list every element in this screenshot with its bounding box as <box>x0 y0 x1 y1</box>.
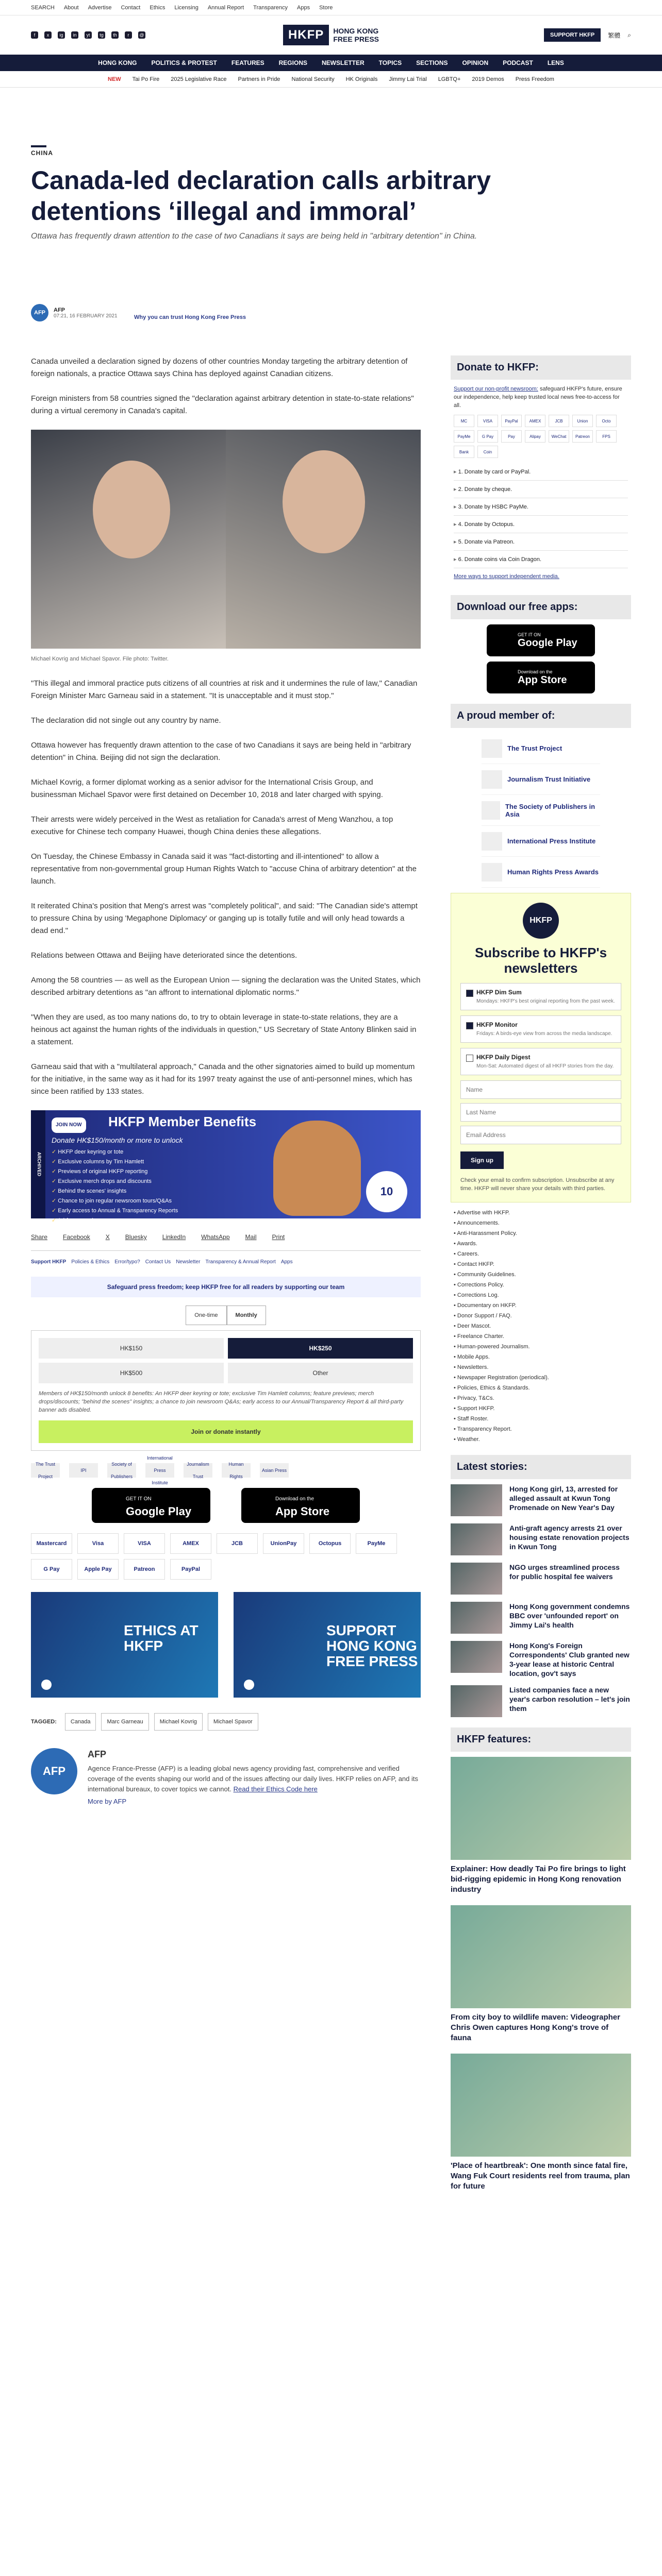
paragraph: The declaration did not single out any country by name. <box>31 716 221 725</box>
site-link[interactable]: • Privacy, T&Cs. <box>454 1393 628 1403</box>
header-actions <box>466 28 631 42</box>
latest-story[interactable] <box>451 1523 631 1555</box>
site-logo[interactable] <box>283 25 379 45</box>
share-label: Share <box>31 1233 48 1241</box>
payment-icon[interactable]: PayPal <box>501 415 522 427</box>
tag[interactable]: Canada <box>65 1713 96 1731</box>
org-logo-icon <box>482 770 502 789</box>
benefits-list <box>52 1147 178 1226</box>
paragraph: "When they are used, as too many nations do, to try to obtain leverage in state-to-state relations, they are a heinous act against the human rights of the individuals in question," US Secretary of State Antony Blinken said in a statement. <box>31 1013 417 1046</box>
logo-mark: HKFP <box>283 25 329 45</box>
partner-logo[interactable]: Human Rights <box>222 1463 251 1478</box>
safeguard-banner[interactable]: Safeguard press freedom; keep HKFP free for all readers by supporting our team <box>31 1277 421 1297</box>
partner-logo[interactable]: Asian Press <box>260 1463 289 1478</box>
feature-story[interactable] <box>451 1905 631 2043</box>
top-link-annual-report[interactable]: Annual Report <box>207 4 244 11</box>
top-link-advertise[interactable]: Advertise <box>88 4 112 11</box>
donation-option[interactable]: ▸ 1. Donate by card or PayPal. <box>454 463 628 481</box>
tag[interactable]: Michael Spavor <box>208 1713 258 1731</box>
story-title[interactable]: Anti-graft agency arrests 21 over housing estate renovation projects in Kwun Tong <box>509 1524 630 1551</box>
feature-story[interactable] <box>451 1757 631 1895</box>
as-top: Download on the <box>275 1496 315 1502</box>
logo-line-2: FREE PRESS <box>333 35 379 43</box>
tags-label: TAGGED: <box>31 1719 57 1725</box>
share-mail[interactable]: Mail <box>245 1233 257 1241</box>
payment-icon[interactable]: Apple Pay <box>77 1559 119 1580</box>
nl-option-name: HKFP Monitor <box>476 1021 518 1028</box>
payment-icon[interactable]: Octo <box>596 415 617 427</box>
partner-logo[interactable]: Society of Publishers <box>107 1463 136 1478</box>
trust-link[interactable]: Why you can trust Hong Kong Free Press <box>134 314 246 320</box>
payment-icon[interactable]: Patreon <box>124 1559 165 1580</box>
share-bar <box>31 1231 421 1251</box>
new-badge: NEW <box>108 76 121 82</box>
site-link[interactable]: • Contact HKFP. <box>454 1259 628 1269</box>
payment-icon[interactable]: MC <box>454 415 474 427</box>
deer-mascot-icon <box>273 1121 361 1216</box>
newsletter-option-digest[interactable] <box>460 1048 621 1075</box>
member-list <box>451 733 631 888</box>
member-org-name: International Press Institute <box>507 837 596 845</box>
article-footer-links <box>31 1256 421 1268</box>
sidebar-app-store[interactable] <box>487 662 595 693</box>
sidebar-google-play[interactable] <box>487 624 595 656</box>
share-bluesky[interactable]: Bluesky <box>125 1233 147 1241</box>
top-link-licensing[interactable]: Licensing <box>174 4 198 11</box>
donation-option[interactable]: ▸ 4. Donate by Octopus. <box>454 516 628 533</box>
gp-label: Google Play <box>518 637 577 649</box>
video-row <box>31 1592 421 1698</box>
payment-icon[interactable]: PayMe <box>356 1533 397 1554</box>
paragraph: Ottawa however has frequently drawn attention to the case of two Canadians it says are being held in "arbitrary detention" in China. Beijing did not sign the declaration. <box>31 741 411 762</box>
anniversary-badge: 10 <box>366 1171 407 1212</box>
footer-link[interactable]: Policies & Ethics <box>71 1259 110 1265</box>
trending-item[interactable]: 2019 Demos <box>472 76 504 82</box>
section-tag[interactable]: CHINA <box>31 149 53 157</box>
paragraph: Canada unveiled a declaration signed by dozens of other countries Monday targeting the arbitrary detention of foreign nationals, a practice Ottawa says China has deployed against Canadian citizens. <box>31 357 408 378</box>
trending-item[interactable]: 2025 Legislative Race <box>171 76 227 82</box>
telegram-icon[interactable]: tg <box>98 31 105 39</box>
instagram-icon[interactable]: ig <box>58 31 65 39</box>
feature-image[interactable] <box>451 1757 631 1860</box>
as-label: App Store <box>518 674 567 686</box>
donate-title: Donate to HKFP: <box>451 355 631 380</box>
features-title: HKFP features: <box>451 1727 631 1752</box>
paragraph: Garneau said that with a "multilateral approach," Canada and the other signatories aimed to build up momentum for the initiative, in the same way as it had for its 1997 treaty against the use of anti-personnel mines, which has since been ratified by 133 states. <box>31 1062 415 1096</box>
monthly-tab[interactable]: Monthly <box>227 1306 266 1325</box>
benefit-item: ✓ Exclusive columns by Tim Hamlett <box>52 1157 178 1167</box>
youtube-icon[interactable]: yt <box>85 31 92 39</box>
top-link-about[interactable]: About <box>63 4 79 11</box>
social-icons <box>31 31 196 39</box>
site-link[interactable]: • Human-powered Journalism. <box>454 1342 628 1352</box>
publish-date: 07:21, 16 FEBRUARY 2021 <box>54 313 118 319</box>
benefit-item: ✓ Ad-free experience <box>52 1216 178 1226</box>
payment-icon[interactable]: Patreon <box>572 430 593 443</box>
site-header <box>0 15 662 55</box>
paragraph: Michael Kovrig, a former diplomat working as a senior advisor for the International Crisis Group, and businessman Michael Spavor were first detained on December 10, 2018 and later charged with spying. <box>31 778 383 799</box>
partner-logo[interactable]: Journalism Trust <box>184 1463 212 1478</box>
gp-top: GET IT ON <box>518 632 541 637</box>
byline <box>31 304 246 321</box>
last-name-field[interactable] <box>460 1103 621 1122</box>
site-link[interactable]: • Weather. <box>454 1434 628 1445</box>
story-title[interactable]: Hong Kong's Foreign Correspondents' Club granted new 3-year lease at historic Central location, gov't says <box>509 1641 630 1677</box>
paragraph: Relations between Ottawa and Beijing have deteriorated since the detentions. <box>31 951 297 960</box>
sidebar <box>451 355 631 2202</box>
site-link[interactable]: • Documentary on HKFP. <box>454 1300 628 1311</box>
author-box <box>31 1748 421 1819</box>
nav-hong-kong[interactable]: HONG KONG <box>98 59 137 66</box>
payment-icon[interactable]: Mastercard <box>31 1533 72 1554</box>
latest-stories <box>451 1484 631 1717</box>
top-link-apps[interactable]: Apps <box>297 4 310 11</box>
sidebar-payment-icons <box>451 410 631 463</box>
payment-icon[interactable]: Pay <box>501 430 522 443</box>
payment-icon[interactable]: Octopus <box>309 1533 351 1554</box>
nav-lens[interactable]: LENS <box>547 59 564 66</box>
payment-icon[interactable]: UnionPay <box>263 1533 304 1554</box>
one-time-tab[interactable]: One-time <box>186 1306 226 1325</box>
story-title[interactable]: NGO urges streamlined process for public hospital fee waivers <box>509 1563 620 1581</box>
payment-icon[interactable]: Coin <box>477 446 498 458</box>
donation-option[interactable]: ▸ 3. Donate by HSBC PayMe. <box>454 498 628 516</box>
logo-wordmark <box>333 27 379 43</box>
paragraph: Their arrests were widely perceived in the West as retaliation for Canada's arrest of Meng Wanzhou, a top executive for Chinese tech company Huawei, though China denies these allegations. <box>31 815 393 836</box>
latest-story[interactable] <box>451 1563 631 1595</box>
donate-text: safeguard HKFP's future, ensure our independence, help keep trusted local news free-to-access for all. <box>454 386 622 409</box>
member-org[interactable] <box>482 795 600 826</box>
amount-option-selected[interactable]: HK$250 <box>228 1338 413 1359</box>
story-title[interactable]: Listed companies face a new year's carbon resolution – let's join them <box>509 1686 630 1713</box>
newsletter-option-dim-sum[interactable] <box>460 983 621 1010</box>
share-whatsapp[interactable]: WhatsApp <box>201 1233 230 1241</box>
donation-option[interactable]: ▸ 6. Donate coins via Coin Dragon. <box>454 551 628 568</box>
trending-item[interactable]: LGBTQ+ <box>438 76 461 82</box>
nav-politics[interactable]: POLITICS & PROTEST <box>151 59 217 66</box>
member-org[interactable] <box>482 826 600 857</box>
latest-story[interactable] <box>451 1641 631 1678</box>
nav-regions[interactable]: REGIONS <box>278 59 307 66</box>
search-icon[interactable]: ⌕ <box>627 31 631 39</box>
latest-story[interactable] <box>451 1484 631 1516</box>
site-link[interactable]: • Corrections Policy. <box>454 1280 628 1290</box>
org-logo-icon <box>482 832 502 851</box>
payment-icon[interactable]: Union <box>572 415 593 427</box>
nl-option-name: HKFP Dim Sum <box>476 989 522 996</box>
author-box-name[interactable]: AFP <box>88 1749 106 1759</box>
author-box-avatar[interactable]: AFP <box>31 1748 77 1794</box>
footer-link[interactable]: Apps <box>280 1259 293 1265</box>
signup-button[interactable]: Sign up <box>460 1151 504 1169</box>
nav-features[interactable]: FEATURES <box>231 59 264 66</box>
main-nav <box>0 55 662 71</box>
story-thumbnail[interactable] <box>451 1602 502 1634</box>
newsletter-option-monitor[interactable] <box>460 1015 621 1043</box>
gp-label: Google Play <box>126 1505 192 1518</box>
feature-story[interactable] <box>451 2054 631 2192</box>
latest-title: Latest stories: <box>451 1455 631 1479</box>
gp-top: GET IT ON <box>126 1496 152 1502</box>
frequency-toggle <box>31 1306 421 1325</box>
member-org[interactable] <box>482 857 600 888</box>
article-headline: Canada-led declaration calls arbitrary detentions ‘illegal and immoral’ <box>31 166 491 226</box>
trending-item[interactable]: Jimmy Lai Trial <box>389 76 427 82</box>
feature-image[interactable] <box>451 2054 631 2157</box>
partner-logo[interactable]: IPI <box>69 1463 98 1478</box>
apps-title: Download our free apps: <box>451 595 631 619</box>
payment-icon[interactable]: JCB <box>549 415 569 427</box>
share-print[interactable]: Print <box>272 1233 285 1241</box>
author-bio-2: HKFP relies on AFP, and its international bureaux, to cover topics we cannot. <box>88 1775 418 1793</box>
footer-link[interactable]: Newsletter <box>176 1259 201 1265</box>
more-ways-link[interactable]: More ways to support independent media. <box>454 573 559 580</box>
language-toggle[interactable]: 繁體 <box>608 31 621 39</box>
site-link[interactable]: • Newspaper Registration (periodical). <box>454 1372 628 1383</box>
feature-image[interactable] <box>451 1905 631 2008</box>
payment-icon[interactable]: PayPal <box>170 1559 211 1580</box>
nav-newsletter[interactable]: NEWSLETTER <box>321 59 365 66</box>
top-link-contact[interactable]: Contact <box>121 4 141 11</box>
newsletter-note: Check your email to confirm subscription. Unsubscribe at any time. HKFP will never share your details with third parties. <box>460 1177 615 1192</box>
membership-note: Members of HK$150/month unlock 8 benefits: An HKFP deer keyring or tote; exclusive Tim Hamlett columns; feature previews; merch drops/discounts; "behind the scenes" insights; a chance to join newsroom Q&As; early access to our Annual/Transparency Report & all third-party banner ads disabled. <box>39 1391 404 1413</box>
donate-link[interactable]: Support our non-profit newsroom: <box>454 386 538 392</box>
ethics-video[interactable] <box>31 1592 218 1698</box>
story-title[interactable]: Hong Kong girl, 13, arrested for alleged assault at Kwun Tong Promenade on New Year's Day <box>509 1485 618 1512</box>
banner-side-label: ARCHIVED <box>31 1110 45 1218</box>
nav-podcast[interactable]: PODCAST <box>503 59 533 66</box>
site-link[interactable]: • Announcements. <box>454 1218 628 1228</box>
payment-icon[interactable]: G Pay <box>31 1559 72 1580</box>
logo-line-1: HONG KONG <box>333 27 379 35</box>
site-link[interactable]: • Support HKFP. <box>454 1403 628 1414</box>
site-link[interactable]: • Newsletters. <box>454 1362 628 1372</box>
story-title[interactable]: Hong Kong government condemns BBC over 'unfounded report' on Jimmy Lai's health <box>509 1602 630 1629</box>
top-links <box>31 5 333 11</box>
payment-icon[interactable]: JCB <box>217 1533 258 1554</box>
support-button[interactable]: SUPPORT HKFP <box>544 28 601 42</box>
support-video[interactable] <box>234 1592 421 1698</box>
footer-link[interactable]: Support HKFP <box>31 1259 67 1265</box>
share-x[interactable]: X <box>105 1233 110 1241</box>
org-logo-icon <box>482 801 500 820</box>
site-links <box>451 1208 631 1445</box>
nl-option-desc: Mondays: HKFP's best original reporting from the past week. <box>476 998 615 1004</box>
video-title: ETHICS AT HKFP <box>124 1622 198 1654</box>
partner-logo[interactable]: International Press Institute <box>145 1463 174 1478</box>
photo-caption: Michael Kovrig and Michael Spavor. File photo: Twitter. <box>31 656 169 662</box>
rss-icon[interactable]: r <box>125 31 132 39</box>
benefit-item: ✓ Chance to join regular newsroom tours/Q&As <box>52 1196 178 1206</box>
latest-story[interactable] <box>451 1602 631 1634</box>
top-link-transparency[interactable]: Transparency <box>253 4 288 11</box>
site-link[interactable]: • Transparency Report. <box>454 1424 628 1434</box>
payment-icon[interactable]: PayMe <box>454 430 474 443</box>
amount-option[interactable]: HK$500 <box>39 1363 224 1383</box>
site-link[interactable]: • Staff Roster. <box>454 1414 628 1424</box>
top-link-ethics[interactable]: Ethics <box>150 4 166 11</box>
payment-icon[interactable]: Alipay <box>525 430 545 443</box>
benefit-item: ✓ HKFP deer keyring or tote <box>52 1147 178 1157</box>
site-link[interactable]: • Awards. <box>454 1239 628 1249</box>
facebook-icon[interactable]: f <box>31 31 38 39</box>
newsletter-box <box>451 893 631 1202</box>
payment-icon[interactable]: AMEX <box>525 415 545 427</box>
benefit-item: ✓ Previews of original HKFP reporting <box>52 1167 178 1177</box>
member-org[interactable] <box>482 764 600 795</box>
author-name[interactable]: AFP <box>54 307 65 313</box>
app-store-button[interactable] <box>241 1488 360 1523</box>
feature-stories <box>451 1757 631 2192</box>
story-thumbnail[interactable] <box>451 1641 502 1673</box>
donation-option[interactable]: ▸ 2. Donate by cheque. <box>454 481 628 498</box>
payment-icon[interactable]: WeChat <box>549 430 569 443</box>
member-title: A proud member of: <box>451 704 631 728</box>
site-link[interactable]: • Donor Support / FAQ. <box>454 1311 628 1321</box>
trending-item[interactable]: Press Freedom <box>515 76 554 82</box>
trending-item[interactable]: National Security <box>291 76 335 82</box>
threads-icon[interactable]: th <box>111 31 119 39</box>
feature-title[interactable]: Explainer: How deadly Tai Po fire brings to light bid-rigging epidemic in Hong Kong renovation industry <box>451 1865 626 1894</box>
video-title: SUPPORT HONG KONG FREE PRESS <box>326 1622 418 1669</box>
member-benefits-banner[interactable] <box>31 1110 421 1224</box>
partner-logo[interactable]: The Trust Project <box>31 1463 60 1478</box>
feature-title[interactable]: 'Place of heartbreak': One month since fatal fire, Wang Fuk Court residents reel from trauma, plan for future <box>451 2161 630 2191</box>
benefit-item: ✓ Behind the scenes' insights <box>52 1187 178 1196</box>
join-donate-button[interactable]: Join or donate instantly <box>39 1420 413 1443</box>
amount-option[interactable]: HK$150 <box>39 1338 224 1359</box>
name-field[interactable] <box>460 1080 621 1099</box>
member-org-name: Journalism Trust Initiative <box>507 775 591 783</box>
story-thumbnail[interactable] <box>451 1484 502 1516</box>
story-thumbnail[interactable] <box>451 1563 502 1595</box>
story-thumbnail[interactable] <box>451 1523 502 1555</box>
donation-options <box>451 463 631 568</box>
footer-link[interactable]: Contact Us <box>145 1259 171 1265</box>
benefit-item: ✓ Exclusive merch drops and discounts <box>52 1177 178 1187</box>
paragraph: Foreign ministers from 58 countries signed the "declaration against arbitrary detention in state-to-state relations" during a virtual ceremony in Canada's capital. <box>31 394 414 415</box>
tag[interactable]: Marc Garneau <box>101 1713 148 1731</box>
trending-item[interactable]: Tai Po Fire <box>132 76 160 82</box>
nav-topics[interactable]: TOPICS <box>378 59 402 66</box>
trending-item[interactable]: HK Originals <box>345 76 378 82</box>
payment-icon[interactable]: AMEX <box>170 1533 211 1554</box>
story-thumbnail[interactable] <box>451 1685 502 1717</box>
member-org-name: The Trust Project <box>507 744 562 752</box>
payment-methods <box>31 1533 421 1580</box>
site-link[interactable]: • Mobile Apps. <box>454 1352 628 1362</box>
member-org-name: Human Rights Press Awards <box>507 868 599 876</box>
as-label: App Store <box>275 1505 330 1518</box>
nl-option-name: HKFP Daily Digest <box>476 1054 531 1061</box>
site-link[interactable]: • Careers. <box>454 1249 628 1259</box>
site-link[interactable]: • Community Guidelines. <box>454 1269 628 1280</box>
tag[interactable]: Michael Kovrig <box>154 1713 203 1731</box>
site-link[interactable]: • Anti-Harassment Policy. <box>454 1228 628 1239</box>
article-standfirst: Ottawa has frequently drawn attention to the case of two Canadians it says are being held in "arbitrary detention" in China. <box>31 232 477 241</box>
banner-title: HKFP Member Benefits <box>108 1114 257 1129</box>
trending-nav <box>0 71 662 88</box>
search-link[interactable]: SEARCH <box>31 4 55 11</box>
banner-donate-text: Donate HK$150/month or more to unlock <box>52 1136 183 1144</box>
payment-icon[interactable]: VISA <box>477 415 498 427</box>
email-field[interactable] <box>460 1126 621 1144</box>
newsletter-title: Subscribe to HKFP's newsletters <box>474 945 607 976</box>
site-link[interactable]: • Corrections Log. <box>454 1290 628 1300</box>
payment-icon[interactable]: Visa <box>77 1533 119 1554</box>
nl-option-desc: Fridays: A birds-eye view from across the media landscape. <box>476 1031 613 1037</box>
as-top: Download on the <box>518 669 553 674</box>
payment-icon[interactable]: G Pay <box>477 430 498 443</box>
email-icon[interactable]: @ <box>138 31 145 39</box>
author-avatar[interactable]: AFP <box>31 304 48 321</box>
author-bio: Agence France-Presse (AFP) is a leading global news agency providing fast, comprehensive and verified coverage of the events shaping our world and of the issues affecting our daily lives. <box>88 1765 400 1783</box>
tag-list <box>31 1713 421 1731</box>
amount-option-other[interactable]: Other <box>228 1363 413 1383</box>
article-body <box>31 355 421 1819</box>
nav-opinion[interactable]: OPINION <box>462 59 489 66</box>
trending-item[interactable]: Partners in Pride <box>238 76 280 82</box>
play-icon[interactable] <box>41 1680 52 1690</box>
nl-option-desc: Mon-Sat: Automated digest of all HKFP stories from the day. <box>476 1063 614 1069</box>
app-store-row <box>31 1488 421 1523</box>
site-link[interactable]: • Policies, Ethics & Standards. <box>454 1383 628 1393</box>
feature-title[interactable]: From city boy to wildlife maven: Videographer Chris Owen captures Hong Kong's trove of fauna <box>451 2013 620 2042</box>
member-org-name: The Society of Publishers in Asia <box>505 802 595 818</box>
partner-logos <box>31 1455 421 1485</box>
ethics-code-link[interactable]: Read their Ethics Code here <box>233 1785 318 1793</box>
paragraph: On Tuesday, the Chinese Embassy in Canada said it was "fact-distorting and ill-intentioned" to allow a representative from non-governmental group Human Rights Watch to "accuse China of arbitrary detention" at the launch. <box>31 852 417 886</box>
benefit-item: ✓ Early access to Annual & Transparency Reports <box>52 1206 178 1216</box>
linkedin-icon[interactable]: in <box>71 31 78 39</box>
member-org[interactable] <box>482 733 600 764</box>
site-link[interactable]: • Advertise with HKFP. <box>454 1208 628 1218</box>
paragraph: Among the 58 countries — as well as the European Union — signing the declaration was the United States, which described arbitrary detentions as "an affront to international diplomatic norms." <box>31 976 421 997</box>
top-link-store[interactable]: Store <box>319 4 333 11</box>
newsletter-logo: HKFP <box>523 903 559 939</box>
play-icon[interactable] <box>244 1680 254 1690</box>
join-now-button[interactable]: JOIN NOW <box>52 1117 86 1133</box>
article-photo <box>31 430 421 649</box>
paragraph: It reiterated China's position that Meng's arrest was "completely political", and said: "The Canadian side's attempt to pressure China by using 'Megaphone Diplomacy' or ganging up is totally futile and will only head towards a dead end." <box>31 902 418 935</box>
share-facebook[interactable]: Facebook <box>63 1233 90 1241</box>
latest-story[interactable] <box>451 1685 631 1717</box>
top-bar <box>0 0 662 15</box>
payment-icon[interactable]: VISA <box>124 1533 165 1554</box>
site-link[interactable]: • Freelance Charter. <box>454 1331 628 1342</box>
section-rule <box>31 145 46 147</box>
nav-sections[interactable]: SECTIONS <box>416 59 448 66</box>
org-logo-icon <box>482 863 502 882</box>
footer-link[interactable]: Transparency & Annual Report <box>205 1259 276 1265</box>
google-play-button[interactable] <box>92 1488 210 1523</box>
more-by-author-link[interactable]: More by AFP <box>88 1798 127 1805</box>
org-logo-icon <box>482 739 502 758</box>
payment-icon[interactable]: FPS <box>596 430 617 443</box>
footer-link[interactable]: Error/typo? <box>114 1259 140 1265</box>
x-icon[interactable]: x <box>44 31 52 39</box>
donation-amounts <box>31 1330 421 1451</box>
payment-icon[interactable]: Bank <box>454 446 474 458</box>
share-linkedin[interactable]: LinkedIn <box>162 1233 186 1241</box>
donation-option[interactable]: ▸ 5. Donate via Patreon. <box>454 533 628 551</box>
site-link[interactable]: • Deer Mascot. <box>454 1321 628 1331</box>
paragraph: "This illegal and immoral practice puts citizens of all countries at risk and it undermines the rule of law," Canadian Foreign Minister Marc Garneau said in a statement. "It is unacceptable and it must stop." <box>31 679 418 700</box>
